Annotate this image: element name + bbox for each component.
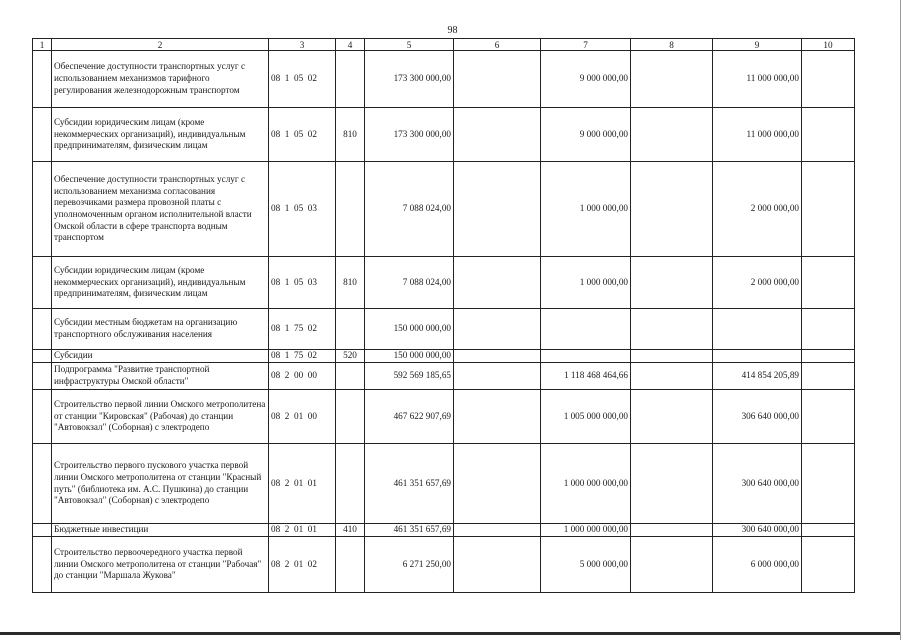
amount-col7: 1 000 000,00: [541, 162, 631, 257]
row-number-cell: [33, 537, 52, 593]
amount-col8: [631, 390, 713, 444]
amount-col9: 2 000 000,00: [713, 162, 802, 257]
amount-col8: [631, 51, 713, 108]
amount-col6: [454, 309, 541, 350]
row-number-cell: [33, 363, 52, 390]
row-number-cell: [33, 162, 52, 257]
expense-type: [336, 363, 365, 390]
amount-col7: 1 005 000 000,00: [541, 390, 631, 444]
item-name: Строительство первого пускового участка первой линии Омского метрополитена от станции "Красный путь" (библиотека им. А.С. Пушкина) до станции "Автовокзал" (Соборная) с электродепо: [52, 444, 269, 524]
amount-col9: 300 640 000,00: [713, 524, 802, 537]
column-header: 7: [541, 39, 631, 51]
amount-col9: [713, 309, 802, 350]
amount-col7: 1 118 468 464,66: [541, 363, 631, 390]
amount-col6: [454, 390, 541, 444]
row-number-cell: [33, 350, 52, 363]
item-name: Субсидии: [52, 350, 269, 363]
amount-col7: 5 000 000,00: [541, 537, 631, 593]
amount-col10: [802, 537, 855, 593]
expense-type: [336, 444, 365, 524]
table-row: [33, 108, 855, 162]
amount-col7: 9 000 000,00: [541, 108, 631, 162]
target-code: 08 1 05 02: [269, 108, 336, 162]
item-name: Обеспечение доступности транспортных услуг с использованием механизмов тарифного регулирования железнодорожным транспортом: [52, 51, 269, 108]
amount-col8: [631, 257, 713, 309]
column-header: 5: [365, 39, 454, 51]
amount-col10: [802, 108, 855, 162]
row-number-cell: [33, 444, 52, 524]
expense-type: [336, 390, 365, 444]
amount-col5: 592 569 185,65: [365, 363, 454, 390]
column-header: 10: [802, 39, 855, 51]
amount-col6: [454, 524, 541, 537]
amount-col8: [631, 108, 713, 162]
expense-type: [336, 51, 365, 108]
expense-type: 410: [336, 524, 365, 537]
item-name: Субсидии юридическим лицам (кроме некоммерческих организаций), индивидуальным предпринимателям, физическим лицам: [52, 108, 269, 162]
amount-col8: [631, 524, 713, 537]
target-code: 08 1 05 03: [269, 257, 336, 309]
amount-col9: 306 640 000,00: [713, 390, 802, 444]
item-name: Бюджетные инвестиции: [52, 524, 269, 537]
amount-col10: [802, 350, 855, 363]
amount-col6: [454, 537, 541, 593]
amount-col6: [454, 108, 541, 162]
amount-col9: 2 000 000,00: [713, 257, 802, 309]
target-code: 08 1 75 02: [269, 309, 336, 350]
expense-type: [336, 537, 365, 593]
amount-col8: [631, 350, 713, 363]
amount-col7: 9 000 000,00: [541, 51, 631, 108]
scan-bottom-edge: [0, 632, 905, 635]
amount-col6: [454, 51, 541, 108]
expense-type: 810: [336, 257, 365, 309]
table-row: [33, 524, 855, 537]
amount-col9: 11 000 000,00: [713, 51, 802, 108]
amount-col9: 11 000 000,00: [713, 108, 802, 162]
amount-col5: 6 271 250,00: [365, 537, 454, 593]
amount-col6: [454, 162, 541, 257]
amount-col10: [802, 363, 855, 390]
amount-col10: [802, 444, 855, 524]
amount-col5: 7 088 024,00: [365, 257, 454, 309]
row-number-cell: [33, 309, 52, 350]
row-number-cell: [33, 257, 52, 309]
amount-col9: 414 854 205,89: [713, 363, 802, 390]
budget-table: [32, 38, 855, 593]
amount-col8: [631, 444, 713, 524]
amount-col6: [454, 363, 541, 390]
row-number-cell: [33, 108, 52, 162]
amount-col8: [631, 363, 713, 390]
amount-col9: 300 640 000,00: [713, 444, 802, 524]
item-name: Подпрограмма "Развитие транспортной инфраструктуры Омской области": [52, 363, 269, 390]
column-number-row: [33, 39, 855, 51]
amount-col5: 173 300 000,00: [365, 108, 454, 162]
table-row: [33, 444, 855, 524]
expense-type: [336, 162, 365, 257]
amount-col6: [454, 444, 541, 524]
column-header: 9: [713, 39, 802, 51]
expense-type: 810: [336, 108, 365, 162]
expense-type: 520: [336, 350, 365, 363]
table-row: [33, 257, 855, 309]
row-number-cell: [33, 390, 52, 444]
amount-col9: 6 000 000,00: [713, 537, 802, 593]
target-code: 08 1 05 02: [269, 51, 336, 108]
amount-col8: [631, 537, 713, 593]
target-code: 08 1 75 02: [269, 350, 336, 363]
item-name: Субсидии юридическим лицам (кроме некоммерческих организаций), индивидуальным предпринимателям, физическим лицам: [52, 257, 269, 309]
target-code: 08 2 01 00: [269, 390, 336, 444]
amount-col7: [541, 350, 631, 363]
item-name: Строительство первой линии Омского метрополитена от станции "Кировская" (Рабочая) до станции "Автовокзал" (Соборная) с электродепо: [52, 390, 269, 444]
amount-col10: [802, 51, 855, 108]
table-row: [33, 390, 855, 444]
amount-col7: 1 000 000,00: [541, 257, 631, 309]
scan-right-edge: [900, 0, 905, 640]
page-number: 98: [447, 25, 458, 36]
amount-col10: [802, 257, 855, 309]
amount-col5: 461 351 657,69: [365, 444, 454, 524]
amount-col5: 150 000 000,00: [365, 350, 454, 363]
amount-col8: [631, 309, 713, 350]
amount-col6: [454, 350, 541, 363]
target-code: 08 1 05 03: [269, 162, 336, 257]
column-header: 6: [454, 39, 541, 51]
column-header: 3: [269, 39, 336, 51]
amount-col7: 1 000 000 000,00: [541, 524, 631, 537]
target-code: 08 2 00 00: [269, 363, 336, 390]
expense-type: [336, 309, 365, 350]
amount-col5: 467 622 907,69: [365, 390, 454, 444]
target-code: 08 2 01 02: [269, 537, 336, 593]
table-row: [33, 363, 855, 390]
table-row: [33, 350, 855, 363]
column-header: 2: [52, 39, 269, 51]
amount-col6: [454, 257, 541, 309]
amount-col10: [802, 309, 855, 350]
item-name: Обеспечение доступности транспортных услуг с использованием механизма согласования перевозчиками размера провозной платы с уполномоченным органом исполнительной власти Омской области в сфере транспорта водным транспортом: [52, 162, 269, 257]
amount-col8: [631, 162, 713, 257]
column-header: 4: [336, 39, 365, 51]
item-name: Строительство первоочередного участка первой линии Омского метрополитена от станции "Рабочая" до станции "Маршала Жукова": [52, 537, 269, 593]
amount-col7: [541, 309, 631, 350]
table-row: [33, 162, 855, 257]
amount-col9: [713, 350, 802, 363]
amount-col10: [802, 524, 855, 537]
target-code: 08 2 01 01: [269, 444, 336, 524]
amount-col10: [802, 162, 855, 257]
column-header: 1: [33, 39, 52, 51]
amount-col5: 173 300 000,00: [365, 51, 454, 108]
column-header: 8: [631, 39, 713, 51]
row-number-cell: [33, 524, 52, 537]
amount-col5: 150 000 000,00: [365, 309, 454, 350]
row-number-cell: [33, 51, 52, 108]
target-code: 08 2 01 01: [269, 524, 336, 537]
amount-col10: [802, 390, 855, 444]
item-name: Субсидии местным бюджетам на организацию транспортного обслуживания населения: [52, 309, 269, 350]
amount-col5: 461 351 657,69: [365, 524, 454, 537]
amount-col5: 7 088 024,00: [365, 162, 454, 257]
table-row: [33, 537, 855, 593]
table-row: [33, 51, 855, 108]
amount-col7: 1 000 000 000,00: [541, 444, 631, 524]
table-row: [33, 309, 855, 350]
